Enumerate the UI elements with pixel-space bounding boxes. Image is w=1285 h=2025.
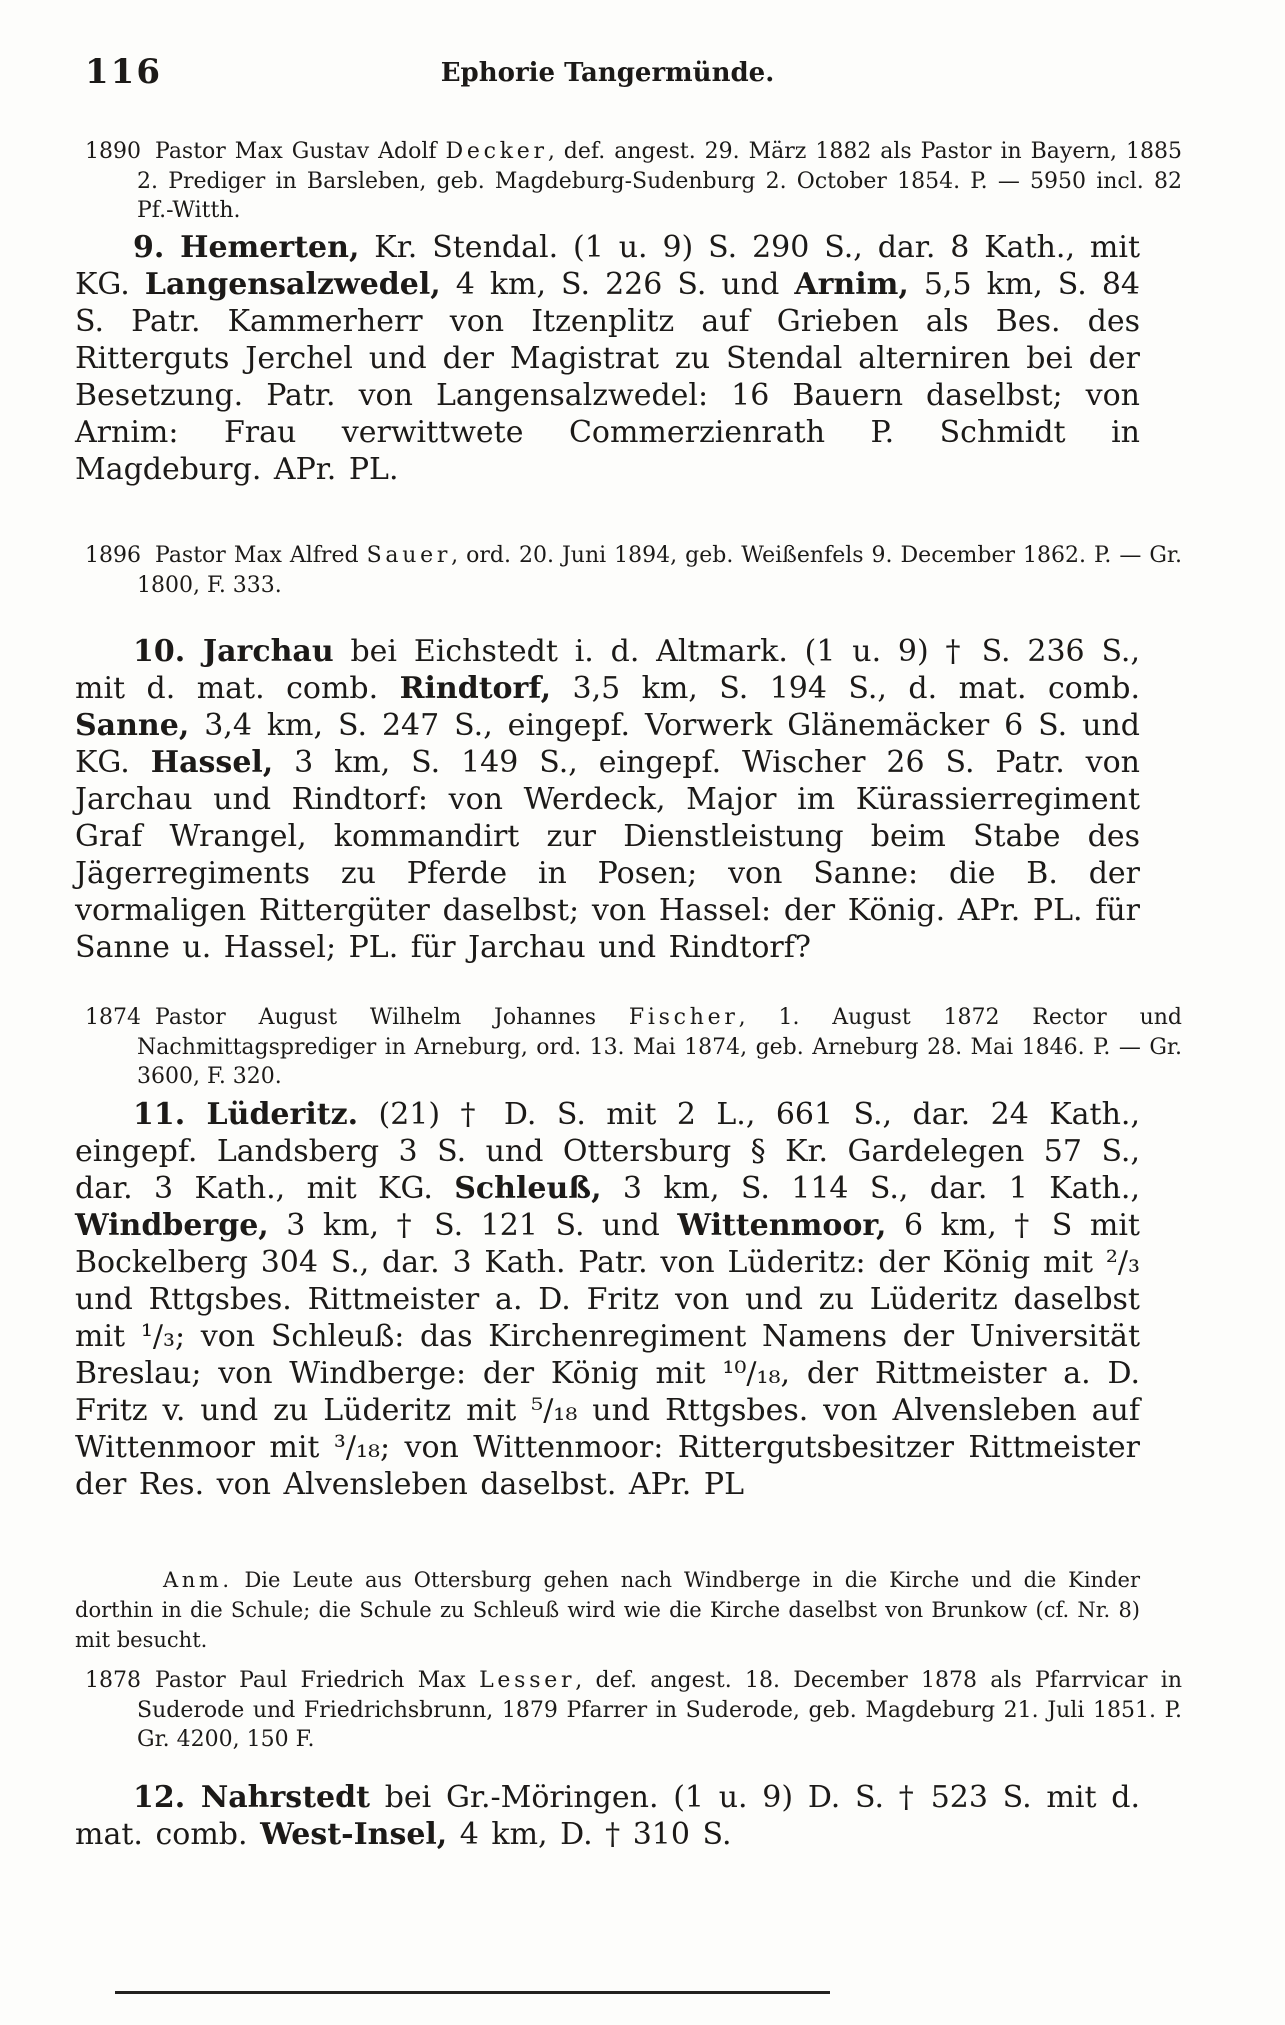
- text-run: Langensalzwedel,: [144, 267, 441, 302]
- text-run: Sauer: [366, 543, 452, 568]
- text-run: 3 km, † S. 121 S. und: [268, 1208, 678, 1243]
- entry-text: [137, 139, 1182, 223]
- footnote-rule: [115, 1991, 830, 1994]
- section-11-luederitz: [75, 1096, 1140, 1503]
- pastor-entry-1874: [85, 1003, 1182, 1092]
- entry-year: 1896: [85, 543, 141, 568]
- text-run: 3 km, S. 149 S., eingepf. Wischer 26 S. Patr. von Jarchau und Rindtorf: von Werdeck, Major im Kürassierregiment Graf Wrangel, kommandirt zur Dienstleistung beim Stabe des Jägerregiments zu Pferde in Posen; von Sanne: die B. der vormaligen Rittergüter daselbst; von Hassel: der König. APr. PL. für Sanne u. Hassel; PL. für Jarchau und Rindtorf?: [75, 745, 1140, 965]
- text-run: Windberge,: [75, 1208, 269, 1243]
- text-run: , ord. 20. Juni 1894, geb. Weißenfels 9. December 1862. P. — Gr. 1800, F. 333.: [137, 543, 1182, 598]
- text-run: West-Insel,: [260, 1817, 448, 1852]
- pastor-entry-1878: [85, 1666, 1182, 1755]
- text-run: Pastor August Wilhelm Johannes: [155, 1005, 629, 1030]
- section-text: [75, 634, 1140, 965]
- section-text: [75, 1097, 1140, 1502]
- annotation-note: [75, 1565, 1140, 1655]
- text-run: Fischer: [628, 1005, 739, 1030]
- text-run: , def. angest. 18. December 1878 als Pfarrvicar in Suderode und Friedrichsbrunn, 1879 Pfarrer in Suderode, geb. Magdeburg 21. Juli 1851. P. Gr. 4200, 150 F.: [137, 1668, 1182, 1752]
- text-run: Rindtorf,: [399, 671, 552, 706]
- text-run: Lesser: [479, 1668, 576, 1693]
- section-9-hemerten: [75, 229, 1140, 488]
- pastor-entry-1896: [85, 541, 1182, 600]
- text-run: 3 km, S. 114 S., dar. 1 Kath.,: [601, 1171, 1140, 1206]
- section-10-jarchau: [75, 633, 1140, 966]
- text-run: 10. Jarchau: [133, 634, 334, 669]
- text-run: Sanne,: [75, 708, 190, 743]
- note-text: [75, 1568, 1140, 1652]
- text-run: 4 km, D. † 310 S.: [447, 1817, 732, 1852]
- text-run: 6 km, † S mit Bockelberg 304 S., dar. 3 Kath. Patr. von Lüderitz: der König mit ²/₃ und Rttgsbes. Rittmeister a. D. Fritz von und zu Lüderitz daselbst mit ¹/₃; von Schleuß: das Kirchenregiment Namens der Universität Breslau; von Windberge: der König mit ¹⁰/₁₈, der Rittmeister a. D. Fritz v. und zu Lüderitz mit ⁵/₁₈ und Rttgsbes. von Alvensleben auf Wittenmoor mit ³/₁₈; von Wittenmoor: Rittergutsbesitzer Rittmeister der Res. von Alvensleben daselbst. APr. PL: [75, 1208, 1140, 1502]
- text-run: Arnim,: [794, 267, 909, 302]
- entry-text: [137, 1668, 1182, 1752]
- running-head: Ephorie Tangermünde.: [440, 58, 775, 88]
- text-run: Pastor Max Alfred: [155, 543, 367, 568]
- text-run: Pastor Paul Friedrich Max: [155, 1668, 480, 1693]
- text-run: , def. angest. 29. März 1882 als Pastor in Bayern, 1885 2. Prediger in Barsleben, geb. Magdeburg-Sudenburg 2. October 1854. P. — 5950 incl. 82 Pf.-Witth.: [137, 139, 1182, 223]
- text-run: , 1. August 1872 Rector und Nachmittagsprediger in Arneburg, ord. 13. Mai 1874, geb. Arneburg 28. Mai 1846. P. — Gr. 3600, F. 320.: [137, 1005, 1182, 1089]
- text-run: 9. Hemerten,: [133, 230, 360, 265]
- text-run: Schleuß,: [454, 1171, 602, 1206]
- text-run: Hassel,: [150, 745, 274, 780]
- entry-year: 1878: [85, 1668, 141, 1693]
- section-text: [75, 230, 1140, 487]
- text-run: 3,4 km, S. 247 S., eingepf. Vorwerk Glänemäcker 6 S. und KG.: [75, 708, 1140, 780]
- text-run: 3,5 km, S. 194 S., d. mat. comb.: [551, 671, 1140, 706]
- text-run: Wittenmoor,: [677, 1208, 887, 1243]
- text-run: Kr. Stendal. (1 u. 9) S. 290 S., dar. 8 Kath., mit KG.: [75, 230, 1140, 302]
- entry-text: [137, 543, 1182, 598]
- section-12-nahrstedt: [75, 1779, 1140, 1853]
- entry-year: 1874: [85, 1005, 141, 1030]
- text-run: 5,5 km, S. 84 S. Patr. Kammerherr von Itzenplitz auf Grieben als Bes. des Ritterguts Jerchel und der Magistrat zu Stendal alterniren bei der Besetzung. Patr. von Langensalzwedel: 16 Bauern daselbst; von Arnim: Frau verwittwete Commerzienrath P. Schmidt in Magdeburg. APr. PL.: [75, 267, 1140, 487]
- text-run: (21) † D. S. mit 2 L., 661 S., dar. 24 Kath., eingepf. Landsberg 3 S. und Ottersburg § Kr. Gardelegen 57 S., dar. 3 Kath., mit KG.: [75, 1097, 1140, 1206]
- text-run: Decker: [445, 139, 548, 164]
- page-number: 116: [85, 52, 162, 92]
- text-run: bei Gr.-Möringen. (1 u. 9) D. S. † 523 S. mit d. mat. comb.: [75, 1780, 1140, 1852]
- section-text: [75, 1780, 1140, 1852]
- pastor-entry-1890: [85, 137, 1182, 226]
- text-run: 11. Lüderitz.: [133, 1097, 359, 1132]
- text-run: 4 km, S. 226 S. und: [440, 267, 795, 302]
- text-run: Pastor Max Gustav Adolf: [155, 139, 446, 164]
- text-run: Die Leute aus Ottersburg gehen nach Windberge in die Kirche und die Kinder dorthin in die Schule; die Schule zu Schleuß wird wie die Kirche daselbst von Brunkow (cf. Nr. 8) mit besucht.: [75, 1568, 1140, 1652]
- text-run: bei Eichstedt i. d. Altmark. (1 u. 9) † S. 236 S., mit d. mat. comb.: [75, 634, 1140, 706]
- entry-year: 1890: [85, 139, 141, 164]
- text-run: Anm.: [163, 1568, 233, 1592]
- entry-text: [137, 1005, 1182, 1089]
- text-run: 12. Nahrstedt: [133, 1780, 370, 1815]
